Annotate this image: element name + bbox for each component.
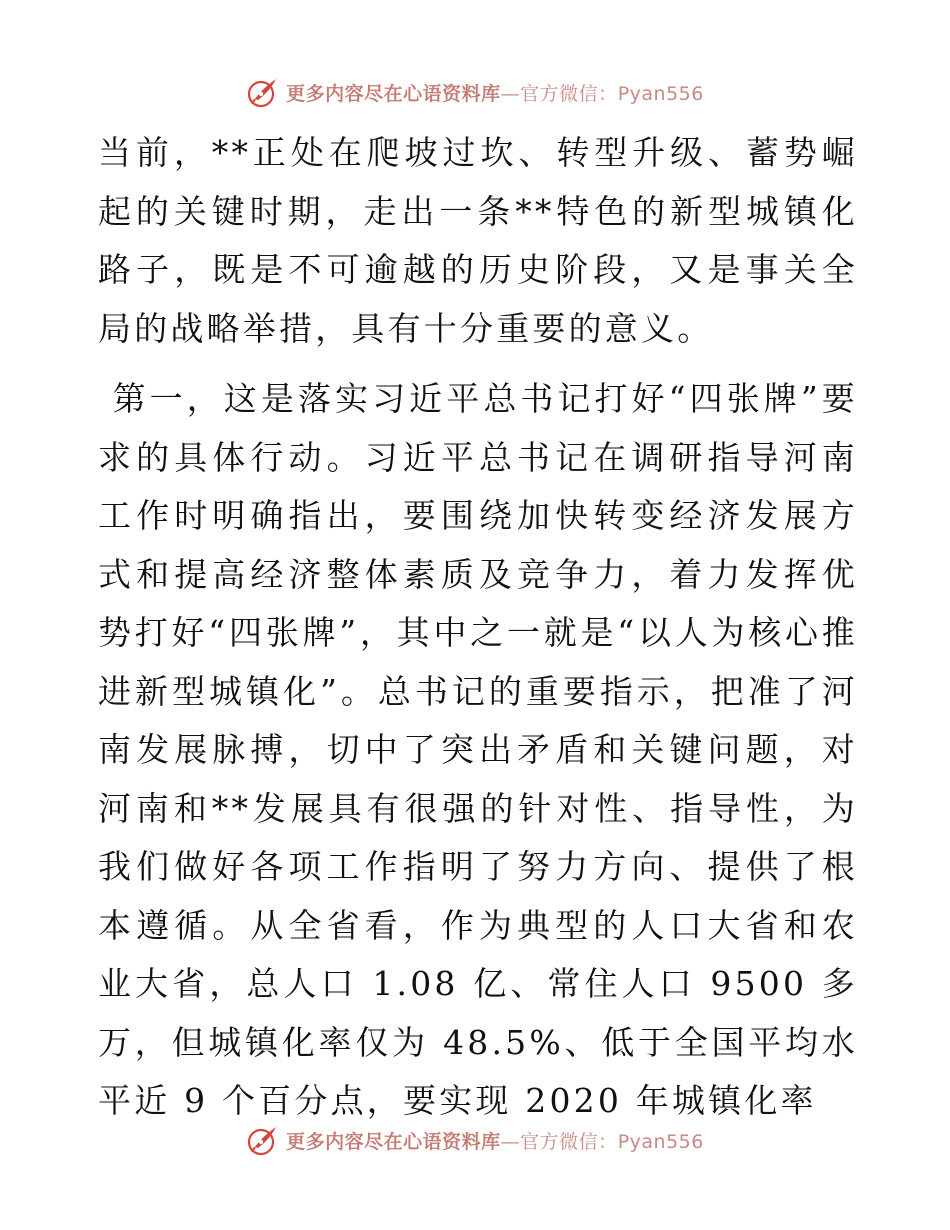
- watermark-contact-id: Pyan556: [617, 1130, 704, 1153]
- watermark-contact-label: 官方微信：: [520, 1130, 618, 1153]
- watermark-contact-id: Pyan556: [617, 82, 704, 105]
- quill-pen-icon: [246, 75, 280, 109]
- paragraph-first-point: 第一，这是落实习近平总书记打好“四张牌”要求的具体行动。习近平总书记在调研指导河南工作时明确指出，要围绕加快转变经济发展方式和提高经济整体素质及竞争力，着力发挥优势打好“四张牌”，其中之一就是“以人为核心推进新型城镇化”。总书记的重要指示，把准了河南发展脉搏，切中了突出矛盾和关键问题，对河南和**发展具有很强的针对性、指导性，为我们做好各项工作指明了努力方向、提供了根本遵循。从全省看，作为典型的人口大省和农业大省，总人口 1.08 亿、常住人口 9500 多万，但城镇化率仅为 48.5%、低于全国平均水平近 9 个百分点，要实现 2020 年城镇化率: [98, 379, 858, 1120]
- watermark-separator: —: [500, 82, 521, 105]
- footer-watermark: [0, 1120, 950, 1160]
- watermark-text: [286, 1127, 704, 1154]
- watermark-brand: 更多内容尽在心语资料库: [286, 1130, 501, 1153]
- watermark-separator: —: [500, 1130, 521, 1153]
- header-watermark: [0, 72, 950, 112]
- quill-pen-icon: [246, 1123, 280, 1157]
- paragraph-intro: 当前，**正处在爬坡过坎、转型升级、蓄势崛起的关键时期，走出一条**特色的新型城镇化路子，既是不可逾越的历史阶段，又是事关全局的战略举措，具有十分重要的意义。: [98, 133, 858, 348]
- watermark-contact-label: 官方微信：: [520, 82, 618, 105]
- document-body: [98, 124, 858, 1131]
- watermark-text: [286, 79, 704, 106]
- watermark-brand: 更多内容尽在心语资料库: [286, 82, 501, 105]
